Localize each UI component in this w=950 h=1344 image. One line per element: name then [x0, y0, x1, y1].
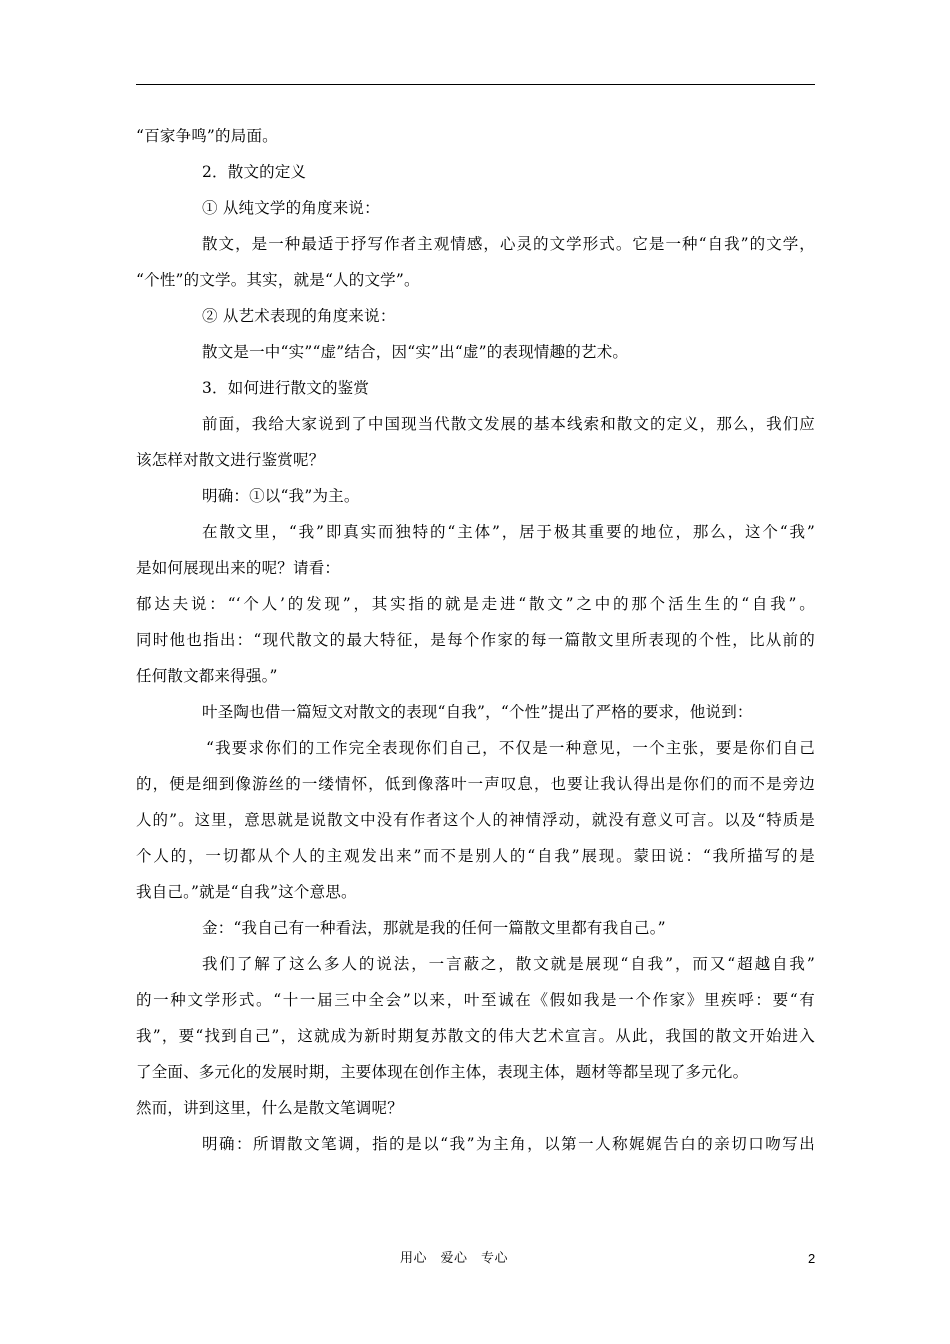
document-body	[136, 118, 815, 1162]
paragraph-line: 散文，是一种最适于抒写作者主观情感，心灵的文学形式。它是一种“自我”的文学，	[202, 235, 815, 253]
paragraph-line: 散文是一中“实”“虚”结合，因“实”出“虚”的表现情趣的艺术。	[202, 343, 629, 361]
subsection-heading: ① 从纯文学的角度来说：	[202, 199, 380, 217]
quote-line: “我要求你们的工作完全表现你们自己，不仅是一种意见，一个主张，要是你们自己	[206, 739, 815, 757]
footer-motto: 用心 爱心 专心	[400, 1251, 509, 1266]
section-heading: 2．散文的定义	[202, 163, 307, 181]
subsection-heading: ② 从艺术表现的角度来说：	[202, 307, 396, 325]
paragraph-line: 金：“我自己有一种看法，那就是我的任何一篇散文里都有我自己。”	[202, 919, 666, 937]
paragraph-line: 是如何展现出来的呢？请看：	[136, 559, 341, 577]
paragraph-line: 叶圣陶也借一篇短文对散文的表现“自我”，“个性”提出了严格的要求，他说到：	[202, 703, 753, 721]
paragraph-line: 明确：所谓散文笔调，指的是以“我”为主角，以第一人称娓娓告白的亲切口吻写出	[202, 1135, 815, 1153]
paragraph-line: 的一种文学形式。“十一届三中全会”以来，叶至诚在《假如我是一个作家》里疾呼：要“有	[136, 991, 815, 1009]
paragraph-line: 我”，要“找到自己”，这就成为新时期复苏散文的伟大艺术宣言。从此，我国的散文开始进入	[136, 1027, 815, 1045]
paragraph-line: 同时他也指出：“现代散文的最大特征，是每个作家的每一篇散文里所表现的个性，比从前的	[136, 631, 815, 649]
paragraph-line: 了全面、多元化的发展时期，主要体现在创作主体，表现主体，题材等都呈现了多元化。	[136, 1063, 749, 1081]
paragraph-line: 人的”。这里，意思就是说散文中没有作者这个人的神情浮动，就没有意义可言。以及“特质是	[136, 811, 815, 829]
paragraph-line: 个人的，一切都从个人的主观发出来”而不是别人的“自我”展现。蒙田说：“我所描写的是	[136, 847, 815, 865]
paragraph-line: 我们了解了这么多人的说法，一言蔽之，散文就是展现“自我”，而又“超越自我”	[202, 955, 815, 973]
page-number: 2	[808, 1251, 816, 1266]
page-footer	[0, 1249, 950, 1269]
header-rule	[136, 84, 815, 85]
paragraph-line: 然而，讲到这里，什么是散文笔调呢？	[136, 1099, 403, 1117]
quote-line: 的，便是细到像游丝的一缕情怀，低到像落叶一声叹息，也要让我认得出是你们的而不是旁边	[136, 775, 815, 793]
paragraph-line: “个性”的文学。其实，就是“人的文学”。	[136, 271, 420, 289]
paragraph-line: 任何散文都来得强。”	[136, 667, 278, 685]
paragraph-line: 前面，我给大家说到了中国现当代散文发展的基本线索和散文的定义，那么，我们应	[202, 415, 815, 433]
paragraph-line: 在散文里，“我”即真实而独特的“主体”，居于极其重要的地位，那么，这个“我”	[202, 523, 815, 541]
section-heading: 3．如何进行散文的鉴赏	[202, 379, 370, 397]
paragraph-line: 明确：①以“我”为主。	[202, 487, 360, 505]
paragraph-line: 郁达夫说：“‘个人’的发现”，其实指的就是走进“散文”之中的那个活生生的“自我”。	[136, 595, 815, 613]
paragraph-line: 该怎样对散文进行鉴赏呢？	[136, 451, 325, 469]
paragraph-line: 我自己。”就是“自我”这个意思。	[136, 883, 357, 901]
paragraph-line: “百家争鸣”的局面。	[136, 127, 278, 145]
